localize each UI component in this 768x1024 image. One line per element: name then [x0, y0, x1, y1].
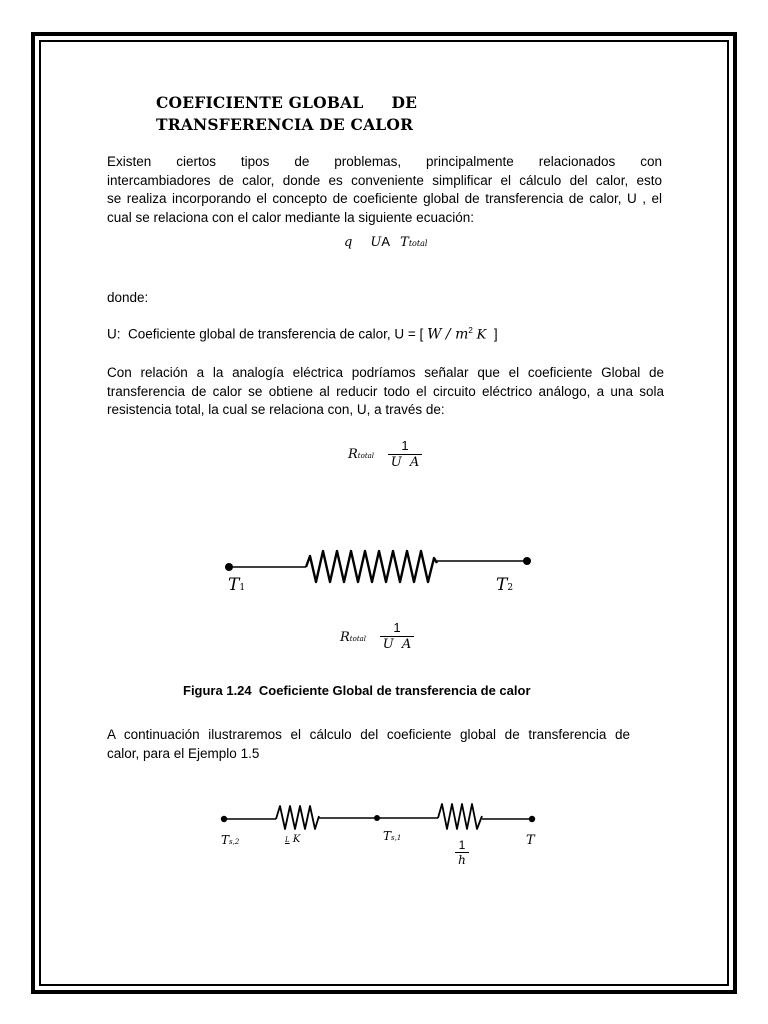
analogy-line-3: resistencia total, la cual se relaciona con, U, a través de:	[107, 402, 445, 417]
continuation-line-1: A continuación ilustraremos el cálculo del coeficiente global de transferencia de	[107, 727, 630, 742]
eq2-r-sub: total	[357, 452, 375, 460]
circuit2-node-t	[529, 816, 535, 822]
eq2-r-letter: R	[348, 447, 358, 462]
circuit2-h-num: 1	[455, 838, 469, 853]
circuit2-ts1-sub: s,1	[391, 834, 402, 842]
intro-line-3: se realiza incorporando el concepto de coeficiente global de transferencia de calor, U , el	[107, 191, 662, 206]
circuit2-ts2-letter: T	[221, 833, 230, 847]
eq2-den: U A	[390, 455, 420, 470]
circuit2-lk-l: L	[285, 836, 290, 844]
circuit1-t2-letter: T	[496, 575, 508, 595]
circuit1-t2-sub: 2	[507, 583, 514, 593]
eq3-num: 1	[380, 620, 414, 637]
circuit1-t1-letter: T	[228, 575, 240, 595]
eq3-r-letter: R	[340, 630, 350, 645]
circuit2-node-ts1	[374, 815, 380, 821]
eq-q: q	[344, 235, 353, 250]
circuit1-node-right	[523, 557, 531, 565]
u-def-k: K	[476, 327, 487, 343]
title-line-2: TRANSFERENCIA DE CALOR	[156, 115, 414, 134]
circuit1-node-left	[225, 563, 233, 571]
donde-label: donde:	[107, 290, 149, 305]
u-def-text: U: Coeficiente global de transferencia de calor, U = [	[107, 326, 424, 342]
figure-caption: Figura 1.24 Coeficiente Global de transferencia de calor	[183, 683, 531, 698]
circuit2-h-den: h	[458, 853, 466, 867]
eq3-den: U A	[382, 637, 412, 652]
circuit2-node-ts2	[221, 816, 227, 822]
eq-t-sub: total	[408, 239, 428, 248]
eq-u: U	[370, 235, 382, 250]
eq-a: A	[381, 234, 390, 249]
u-def-close: ]	[493, 326, 498, 342]
circuit2-lk-k: K	[292, 834, 301, 845]
u-def-units: W / m	[427, 326, 469, 343]
circuit2-resistor-2	[438, 804, 482, 829]
intro-line-4: cual se relaciona con el calor mediante la siguiente ecuación:	[107, 209, 474, 225]
circuit2	[221, 804, 535, 829]
eq-t: T	[400, 235, 409, 250]
eq2-num: 1	[388, 438, 422, 455]
circuit2-ts2-sub: s,2	[229, 838, 240, 846]
analogy-line-1: Con relación a la analogía eléctrica podríamos señalar que el coeficiente Global de	[107, 365, 664, 380]
circuit2-ts1-letter: T	[383, 829, 392, 843]
circuit1-t1-sub: 1	[239, 583, 246, 593]
circuit1-resistor	[306, 551, 437, 582]
continuation-line-2: calor, para el Ejemplo 1.5	[107, 745, 260, 761]
eq3-r-sub: total	[349, 635, 367, 643]
intro-line-2: intercambiadores de calor, donde es conveniente simplificar el cálculo del calor, esto	[107, 172, 662, 188]
circuit2-resistor-1	[276, 806, 319, 829]
u-def-exp: 2	[468, 326, 473, 335]
circuit1	[225, 551, 531, 582]
analogy-line-2: transferencia de calor se obtiene al reducir todo el circuito eléctrico análogo, a una sola	[107, 383, 664, 399]
circuit2-t: T	[526, 833, 535, 848]
intro-line-1: Existen ciertos tipos de problemas, principalmente relacionados con	[107, 154, 662, 169]
title-line-1: COEFICIENTE GLOBAL DE	[156, 93, 418, 112]
